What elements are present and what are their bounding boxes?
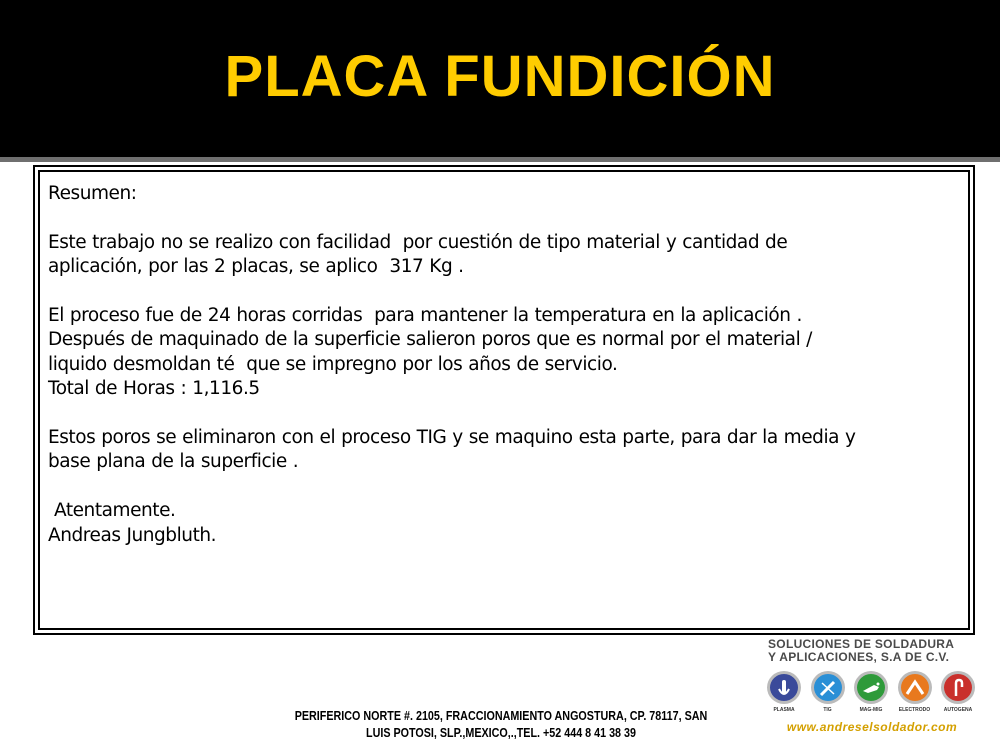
autogena-icon: [941, 671, 975, 704]
plasma-icon: [767, 671, 801, 704]
company-logo: [760, 638, 980, 738]
total-hours: Total de Horas : 1,116.5: [48, 378, 260, 400]
header-divider: [0, 157, 1000, 162]
tig-icon: [811, 671, 845, 704]
paragraph-1-line-2: aplicación, por las 2 placas, se aplico 317 Kg .: [48, 256, 464, 278]
process-tig: [808, 671, 848, 713]
address-line-1: PERIFERICO NORTE #. 2105, FRACCIONAMIENTO ANGOSTURA, CP. 78117, SAN: [294, 709, 708, 723]
process-icons: [764, 671, 978, 713]
slide-title: PLACA FUNDICIÓN: [224, 44, 776, 109]
summary-box: [38, 170, 970, 630]
paragraph-2-line-3: liquido desmoldan té que se impregno por los años de servicio.: [48, 353, 618, 375]
paragraph-1-line-1: Este trabajo no se realizo con facilidad por cuestión de tipo material y cantidad de: [48, 231, 788, 253]
paragraph-3-line-1: Estos poros se eliminaron con el proceso TIG y se maquino esta parte, para dar la media y: [48, 427, 856, 449]
company-name-line-2: Y APLICACIONES, S.A DE C.V.: [768, 650, 950, 664]
signature: Andreas Jungbluth.: [48, 524, 217, 546]
summary-frame: [33, 165, 975, 635]
paragraph-2-line-1: El proceso fue de 24 horas corridas para mantener la temperatura en la aplicación .: [48, 305, 802, 326]
process-label: AUTOGENA: [943, 707, 973, 713]
process-label: PLASMA: [773, 707, 795, 713]
website-link[interactable]: www.andreselsoldador.com: [786, 720, 958, 734]
closing: Atentamente.: [48, 500, 176, 522]
company-name-line-1: SOLUCIONES DE SOLDADURA: [768, 637, 955, 651]
address-line-2: LUIS POTOSI, SLP.,MEXICO,.,TEL. +52 444 8 41 38 39: [366, 726, 636, 740]
paragraph-3-line-2: base plana de la superficie .: [48, 451, 299, 473]
mig-icon: [854, 671, 888, 704]
process-label: MAG-MIG: [859, 707, 883, 713]
footer-address: [273, 708, 729, 742]
electrode-icon: [898, 671, 932, 704]
process-mig: [851, 671, 891, 713]
process-electrodo: [895, 671, 935, 713]
summary-text: [48, 182, 958, 548]
summary-heading: Resumen:: [48, 183, 137, 204]
paragraph-2-line-2: Después de maquinado de la superficie salieron poros que es normal por el material /: [48, 329, 812, 351]
process-plasma: [764, 671, 804, 713]
process-autogena: [938, 671, 978, 713]
process-label: TIG: [823, 707, 832, 713]
process-label: ELECTRODO: [898, 707, 931, 713]
